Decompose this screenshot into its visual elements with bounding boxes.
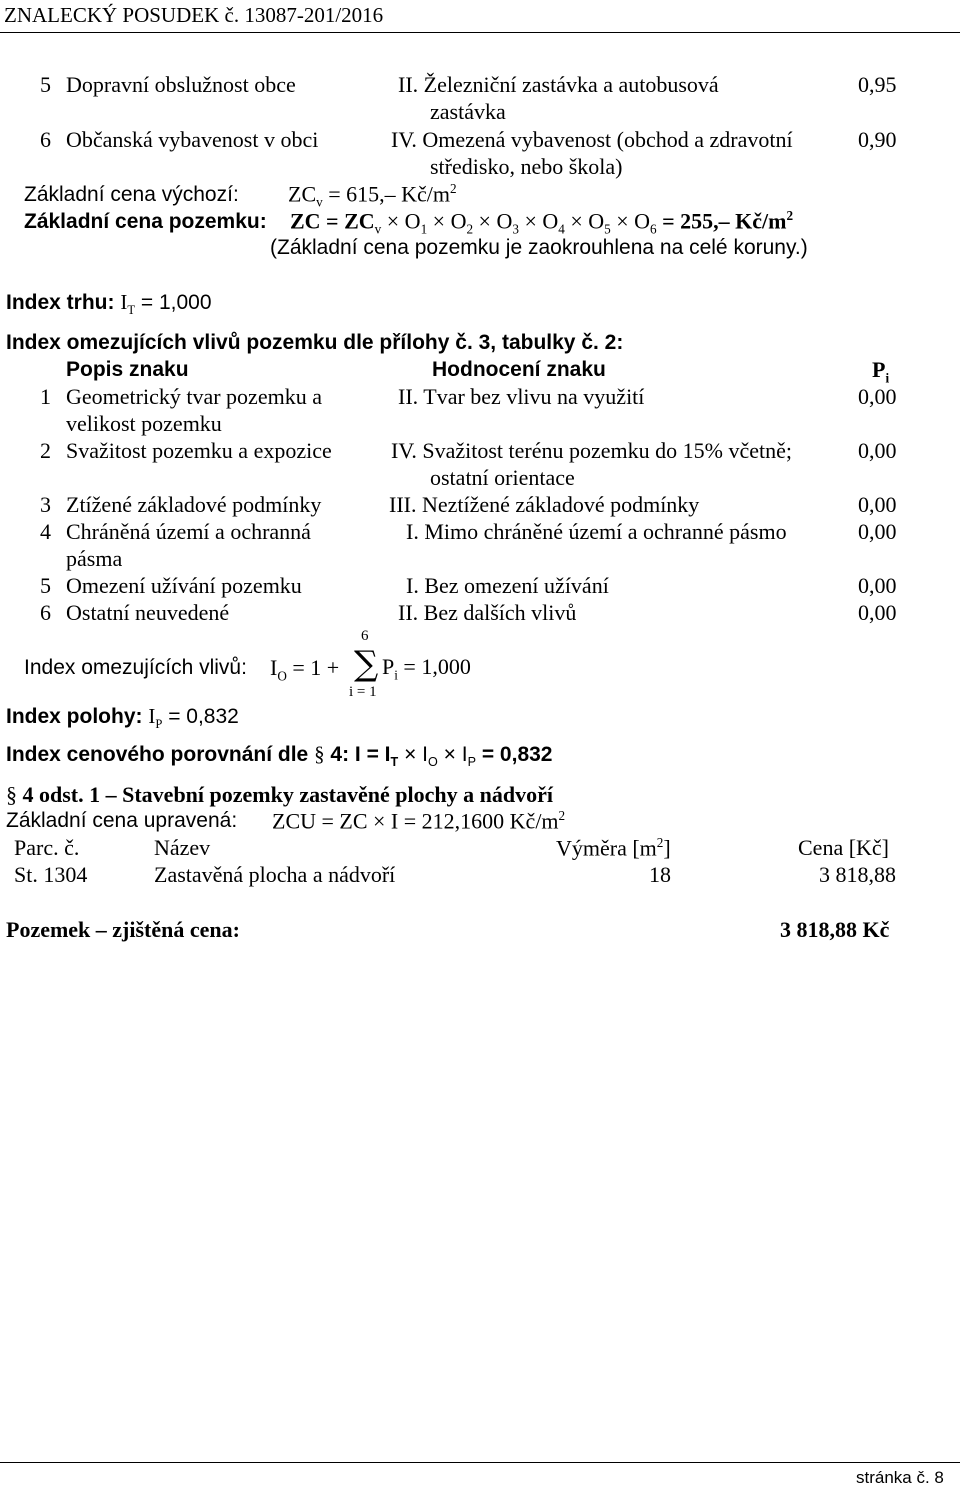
document-header-title: ZNALECKÝ POSUDEK č. 13087-201/2016 (4, 3, 384, 27)
location-row-desc: Občanská vybavenost v obci (66, 127, 319, 152)
table-row-num: 2 (40, 438, 51, 463)
parcel-row-number: St. 1304 (14, 862, 88, 887)
location-row-rating: II. Železniční zastávka a autobusová (398, 72, 719, 97)
market-index: Index trhu: $I_T = 1,000$ (6, 290, 212, 318)
location-row-rating-cont: zastávka (430, 99, 506, 124)
table-row-value: 0,00 (858, 519, 897, 544)
location-row-num: 5 (40, 72, 51, 97)
parcel-row-price: 3 818,88 (819, 862, 896, 887)
sum-lower-limit: i = 1 (349, 684, 377, 700)
land-price-label: Základní cena pozemku: (24, 210, 267, 233)
table-row-desc: Geometrický tvar pozemku a (66, 384, 322, 409)
price-index: Index cenového porovnání dle § 4: $I = I_T \times I_O \times I_P = 0,832$ (6, 742, 553, 770)
land-price-note: (Základní cena pozemku je zaokrouhlena na celé koruny.) (270, 236, 808, 259)
table-row-rating: I. Bez omezení užívání (406, 573, 609, 598)
table-row-desc: Omezení užívání pozemku (66, 573, 302, 598)
base-price-formula: $ZC_v = 615,-$ $Kč/m^2$ (288, 181, 457, 210)
limiting-factors-title: Index omezujících vlivů pozemku dle přílohy č. 3, tabulky č. 2: (6, 331, 624, 354)
table-row-num: 6 (40, 600, 51, 625)
table-row-value: 0,00 (858, 492, 897, 517)
table-row-desc-cont: pásma (66, 546, 123, 571)
col-header-parcel: Parc. č. (14, 835, 80, 860)
col-header-price: Cena [Kč] (798, 835, 890, 860)
section-heading: § 4 odst. 1 – Stavební pozemky zastavěné plochy a nádvoří (6, 782, 553, 807)
table-row-value: 0,00 (858, 573, 897, 598)
table-row-desc: Ztížené základové podmínky (66, 492, 322, 517)
limit-index-rhs: $P_i = 1,000$ (382, 654, 471, 683)
table-row-rating: III. Neztížené základové podmínky (389, 492, 700, 517)
table-row-desc: Ostatní neuvedené (66, 600, 230, 625)
table-row-num: 1 (40, 384, 51, 409)
table-row-desc-cont: velikost pozemku (66, 411, 222, 436)
col-header-rating: Hodnocení znaku (432, 358, 606, 381)
position-index: Index polohy: $I_P = 0,832$ (6, 704, 239, 732)
sum-symbol-icon: ∑ (354, 644, 379, 684)
limit-index-label: Index omezujících vlivů: (24, 656, 247, 679)
col-header-desc: Popis znaku (66, 358, 189, 381)
adjusted-price-label: Základní cena upravená: (6, 809, 238, 832)
page-number: stránka č. 8 (856, 1468, 944, 1487)
location-row-value: 0,90 (858, 127, 897, 152)
total-label: Pozemek – zjištěná cena: (6, 917, 240, 942)
table-row-num: 4 (40, 519, 51, 544)
table-row-rating: II. Bez dalších vlivů (398, 600, 577, 625)
base-price-label: Základní cena výchozí: (24, 183, 239, 206)
table-row-rating: IV. Svažitost terénu pozemku do 15% včetně; (391, 438, 792, 463)
table-row-value: 0,00 (858, 438, 897, 463)
sum-upper-limit: 6 (361, 628, 369, 644)
total-value: 3 818,88 Kč (780, 917, 890, 942)
location-row-value: 0,95 (858, 72, 897, 97)
location-row-num: 6 (40, 127, 51, 152)
table-row-rating-cont: ostatní orientace (430, 465, 575, 490)
col-header-p: $P_i$ (872, 357, 890, 386)
table-row-rating: II. Tvar bez vlivu na využití (398, 384, 645, 409)
table-row-desc: Svažitost pozemku a expozice (66, 438, 332, 463)
location-row-rating-cont: středisko, nebo škola) (430, 154, 623, 179)
land-price-formula: ZC = $ZC_v \times O_1 \times O_2 \times O_3 \times O_4 \times O_5 \times O_6 = 255,-$ $Kč/m^2$ (290, 208, 794, 237)
limit-index-lhs: $I_O = 1$ + (270, 655, 340, 684)
table-row-value: 0,00 (858, 600, 897, 625)
col-header-name: Název (154, 835, 211, 860)
parcel-row-name: Zastavěná plocha a nádvoří (154, 862, 396, 887)
table-row-desc: Chráněná území a ochranná (66, 519, 311, 544)
footer-rule (0, 1462, 960, 1463)
adjusted-price-formula: ZCU = ZC × I = 212,1600 $Kč/m^2$ (272, 808, 566, 834)
table-row-num: 5 (40, 573, 51, 598)
location-row-rating: IV. Omezená vybavenost (obchod a zdravotní (391, 127, 793, 152)
location-row-desc: Dopravní obslužnost obce (66, 72, 296, 97)
table-row-rating: I. Mimo chráněné území a ochranné pásmo (406, 519, 787, 544)
table-row-num: 3 (40, 492, 51, 517)
parcel-row-area: 18 (649, 862, 671, 887)
header-rule (0, 32, 960, 33)
col-header-area: Výměra $[m^2]$ (556, 835, 671, 861)
table-row-value: 0,00 (858, 384, 897, 409)
